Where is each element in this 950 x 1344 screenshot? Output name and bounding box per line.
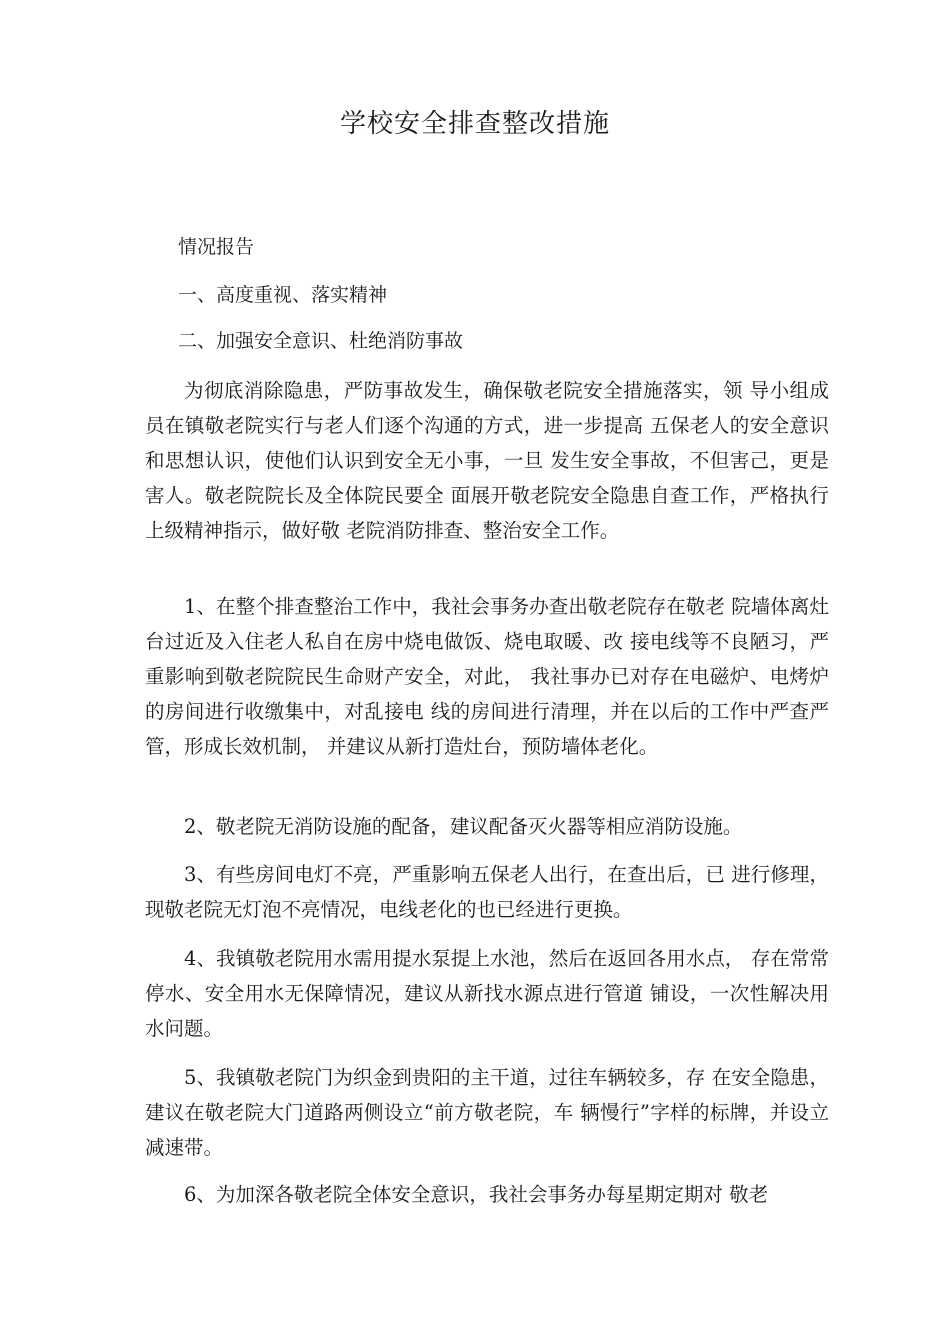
paragraph-item-4: 4、我镇敬老院用水需用提水泵提上水池，然后在返回各用水点， 存在常常停水、安全用水无保障情况，建议从新找水源点进行管道 铺设，一次性解决用水问题。	[145, 947, 829, 1040]
paragraph-item-6: 6、为加深各敬老院全体安全意识，我社会事务办每星期定期对 敬老	[184, 1183, 769, 1206]
paragraph-item-5: 5、我镇敬老院门为织金到贵阳的主干道，过往车辆较多，存 在安全隐患，建议在敬老院大门道路两侧设立“前方敬老院，车 辆慢行”字样的标牌，并设立减速带。	[145, 1066, 829, 1159]
paragraph-item-1: 1、在整个排查整治工作中，我社会事务办查出敬老院存在敬老 院墙体离灶台过近及入住老人私自在房中烧电做饭、烧电取暖、改 接电线等不良陋习，严重影响到敬老院院民生命财产安全，对此， 我社事办已对存在电磁炉、电烤炉的房间进行收缴集中，对乱接电 线的房间进行清理，并在以后的工作中严查严管，形成长效机制， 并建议从新打造灶台，预防墙体老化。	[145, 595, 829, 758]
paragraph-item-3: 3、有些房间电灯不亮，严重影响五保老人出行，在查出后，已 进行修理，现敬老院无灯泡不亮情况，电线老化的也已经进行更换。	[145, 863, 829, 921]
heading-section-two: 二、加强安全意识、杜绝消防事故	[178, 330, 464, 352]
paragraph-item-2: 2、敬老院无消防设施的配备，建议配备灭火器等相应消防设施。	[184, 815, 743, 838]
heading-section-one: 一、高度重视、落实精神	[178, 284, 388, 306]
heading-report: 情况报告	[178, 236, 255, 258]
document-title: 学校安全排查整改措施	[339, 109, 610, 139]
paragraph-intro: 为彻底消除隐患，严防事故发生，确保敬老院安全措施落实，领 导小组成员在镇敬老院实行与老人们逐个沟通的方式，进一步提高 五保老人的安全意识和思想认识，使他们认识到安全无小事，一旦 发生安全事故，不但害己，更是害人。敬老院院长及全体院民要全 面展开敬老院安全隐患自查工作，严格执行上级精神指示，做好敬 老院消防排查、整治安全工作。	[145, 379, 829, 542]
